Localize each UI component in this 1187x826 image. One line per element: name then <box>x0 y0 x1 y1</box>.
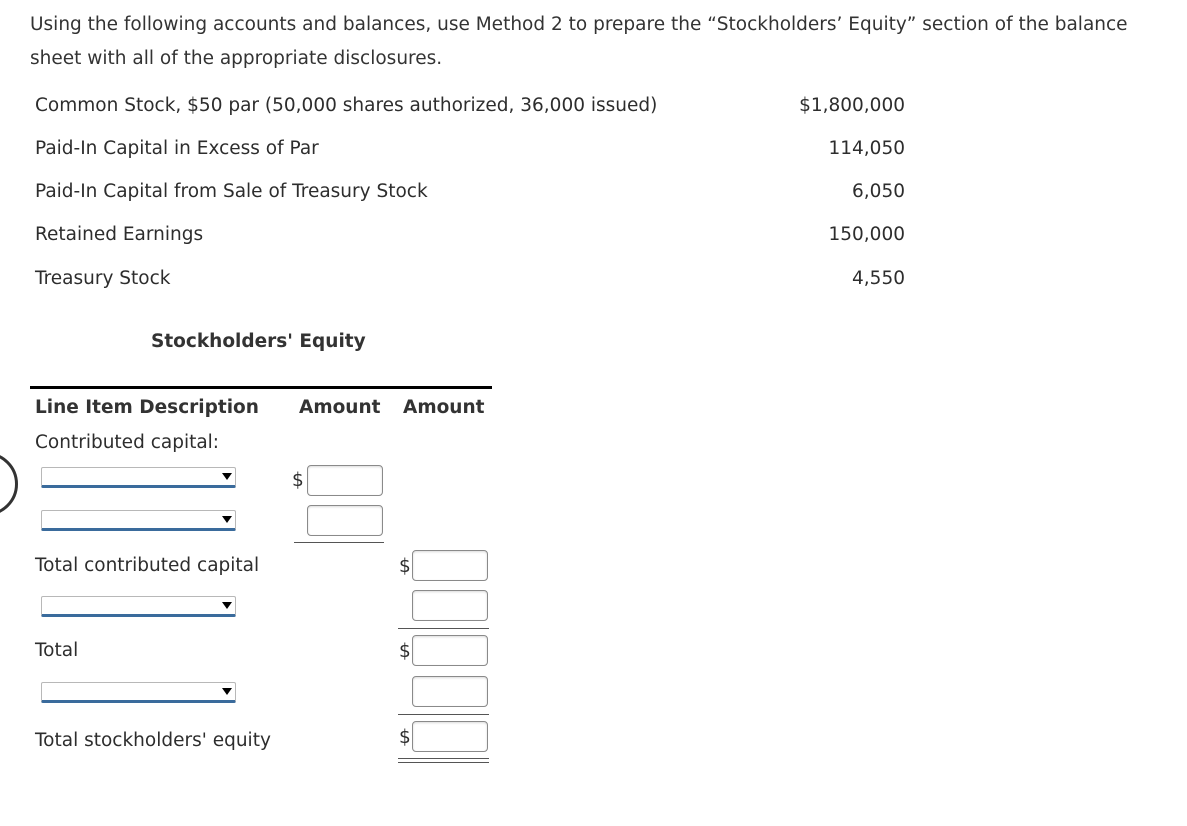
question-prompt <box>30 8 1180 76</box>
account-label-retained-earnings: Retained Earnings <box>35 224 204 245</box>
double-underline <box>398 758 489 763</box>
prompt-line-2: sheet with all of the appropriate disclosures. <box>30 48 443 69</box>
line-item-select-4[interactable] <box>41 682 236 703</box>
subtotal-rule <box>294 542 384 543</box>
chevron-down-icon <box>222 516 232 523</box>
dollar-sign: $ <box>399 641 411 662</box>
chevron-down-icon <box>222 602 232 609</box>
prompt-line-1: Using the following accounts and balances, use Method 2 to prepare the “Stockholders’ Equity” section of the balance <box>30 14 1128 35</box>
chevron-down-icon <box>222 473 232 480</box>
total-label: Total <box>35 640 79 661</box>
amount-input-4[interactable] <box>412 676 488 707</box>
account-value-apic-par: 114,050 <box>828 138 905 159</box>
dollar-sign: $ <box>399 556 411 577</box>
header-amount-2: Amount <box>403 397 485 418</box>
amount-input-1[interactable] <box>307 465 383 496</box>
total-se-label: Total stockholders' equity <box>35 730 271 751</box>
total-contributed-label: Total contributed capital <box>35 555 260 576</box>
statement-title: Stockholders' Equity <box>151 331 366 352</box>
total-input[interactable] <box>412 635 488 666</box>
total-se-input[interactable] <box>412 721 488 752</box>
dollar-sign: $ <box>399 727 411 748</box>
amount-input-3[interactable] <box>412 590 488 621</box>
account-value-apic-treasury: 6,050 <box>852 181 905 202</box>
radio-indicator <box>0 452 18 516</box>
total-contributed-input[interactable] <box>412 550 488 581</box>
account-value-treasury-stock: 4,550 <box>852 268 905 289</box>
subtotal-rule <box>398 714 489 715</box>
line-item-select-3[interactable] <box>41 596 236 617</box>
account-label-apic-par: Paid-In Capital in Excess of Par <box>35 138 319 159</box>
account-label-common-stock: Common Stock, $50 par (50,000 shares authorized, 36,000 issued) <box>35 95 658 116</box>
chevron-down-icon <box>222 688 232 695</box>
account-value-common-stock: $1,800,000 <box>799 95 905 116</box>
table-top-rule <box>30 386 492 389</box>
account-label-apic-treasury: Paid-In Capital from Sale of Treasury Stock <box>35 181 428 202</box>
account-value-retained-earnings: 150,000 <box>828 224 905 245</box>
account-label-treasury-stock: Treasury Stock <box>35 268 171 289</box>
amount-input-2[interactable] <box>307 505 383 536</box>
header-amount-1: Amount <box>299 397 381 418</box>
header-description: Line Item Description <box>35 397 259 418</box>
contributed-capital-label: Contributed capital: <box>35 432 220 453</box>
dollar-sign: $ <box>292 470 304 491</box>
line-item-select-1[interactable] <box>41 467 236 488</box>
subtotal-rule <box>398 628 489 629</box>
line-item-select-2[interactable] <box>41 510 236 531</box>
